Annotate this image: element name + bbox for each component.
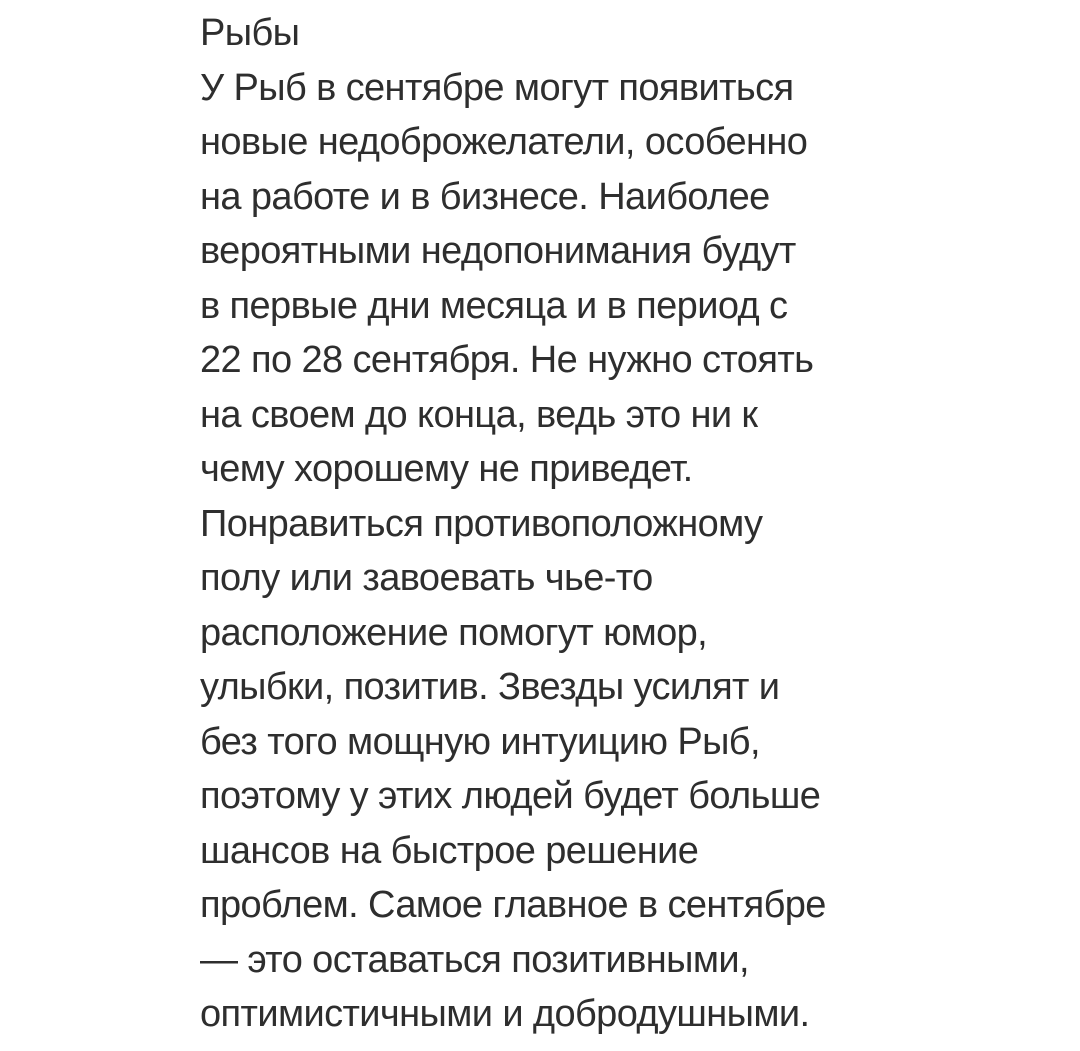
text-line: поэтому у этих людей будет больше	[200, 775, 821, 817]
text-line: проблем. Самое главное в сентябре	[200, 884, 826, 926]
text-line: в первые дни месяца и в период с	[200, 284, 788, 327]
text-line: чему хорошему не приведет.	[200, 448, 693, 490]
text-line: шансов на быстрое решение	[200, 829, 699, 872]
text-line: расположение помогут юмор,	[200, 611, 708, 654]
text-line: без того мощную интуицию Рыб,	[200, 720, 760, 763]
text-line: оптимистичными и добродушными.	[200, 993, 810, 1035]
text-line: на своем до конца, ведь это ни к	[200, 393, 758, 436]
text-line: новые недоброжелатели, особенно	[200, 121, 808, 163]
text-line: Понравиться противоположному	[200, 502, 763, 545]
text-line: У Рыб в сентябре могут появиться	[200, 66, 794, 109]
section-title: Рыбы	[200, 12, 300, 54]
text-line: 22 по 28 сентября. Не нужно стоять	[200, 339, 814, 381]
text-line: — это оставаться позитивными,	[200, 938, 749, 981]
text-line: вероятными недопонимания будут	[200, 230, 796, 272]
text-line: полу или завоевать чье-то	[200, 557, 653, 599]
horoscope-text-block	[200, 6, 960, 1042]
text-line: улыбки, позитив. Звезды усилят и	[200, 666, 780, 708]
text-line: на работе и в бизнесе. Наиболее	[200, 175, 770, 218]
